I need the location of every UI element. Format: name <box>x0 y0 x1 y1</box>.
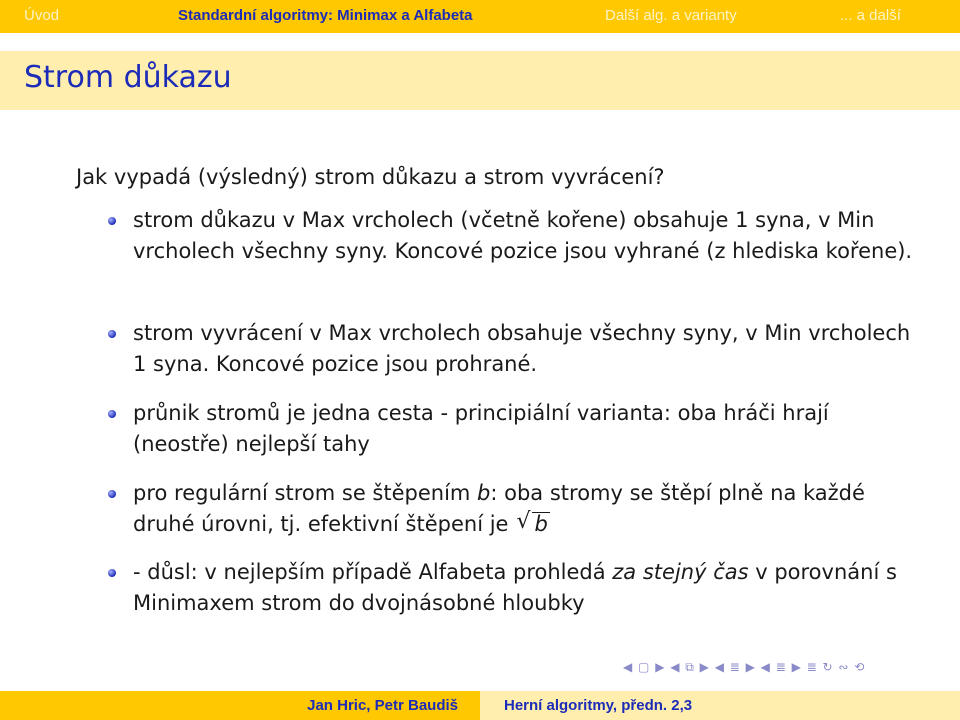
bullet-icon <box>108 410 116 418</box>
footer-authors: Jan Hric, Petr Baudiš <box>307 697 458 714</box>
sqrt-expression <box>518 509 549 540</box>
bullet-item-refutation-tree <box>133 318 923 380</box>
bullet-text-part2: v porovnání s Minimaxem strom do dvojnásobné hloubky <box>133 560 897 615</box>
bullet-item-proof-tree <box>133 205 923 267</box>
slide-title: Strom důkazu <box>24 60 232 95</box>
top-navigation-bar <box>0 0 960 33</box>
nav-section-standard-algorithms[interactable]: Standardní algoritmy: Minimax a Alfabeta <box>178 7 473 24</box>
nav-section-other-algorithms[interactable]: Další alg. a varianty <box>605 7 737 24</box>
bullet-icon <box>108 490 116 498</box>
bullet-text-part1: pro regulární strom se štěpením <box>133 481 478 505</box>
footer-authors-box <box>0 691 480 720</box>
footer-lecture: Herní algoritmy, předn. 2,3 <box>504 697 693 714</box>
bullet-text: průnik stromů je jedna cesta - principiální varianta: oba hráči hrají (neostře) nejlepší tahy <box>133 401 829 456</box>
bullet-text-part1: - důsl: v nejlepším případě Alfabeta prohledá <box>133 560 613 584</box>
bullet-item-principal-variation <box>133 398 923 460</box>
bullet-icon <box>108 569 116 577</box>
bullet-item-consequence <box>133 557 923 619</box>
variable-b: b <box>477 481 491 505</box>
beamer-navigation-icons[interactable]: ◀ ▢ ▶ ◀ ⧉ ▶ ◀ ≣ ▶ ◀ ≣ ▶ ≣ ↻ ∾ ⟲ <box>623 660 866 674</box>
bullet-item-effective-branching <box>133 478 923 540</box>
bullet-text: strom důkazu v Max vrcholech (včetně kořene) obsahuje 1 syna, v Min vrcholech všechny syny. Koncové pozice jsou vyhrané (z hlediska kořene). <box>133 208 913 263</box>
sqrt-radical: √ <box>516 509 531 534</box>
footer-lecture-box <box>480 691 960 720</box>
slide-title-bar <box>0 51 960 110</box>
sqrt-argument: b <box>534 512 548 536</box>
nav-section-and-more[interactable]: ... a další <box>840 7 901 24</box>
intro-question: Jak vypadá (výsledný) strom důkazu a strom vyvrácení? <box>76 165 665 189</box>
bullet-text-part2: : oba stromy se štěpí plně na každé druhé úrovni, tj. efektivní štěpení je <box>133 481 865 536</box>
nav-section-uvod[interactable]: Úvod <box>24 7 60 24</box>
bullet-text: strom vyvrácení v Max vrcholech obsahuje všechny syny, v Min vrcholech 1 syna. Koncové pozice jsou prohrané. <box>133 321 911 376</box>
bullet-icon <box>108 217 116 225</box>
emphasis-same-time: za stejný čas <box>612 560 749 584</box>
bullet-icon <box>108 330 116 338</box>
footer <box>0 691 960 720</box>
